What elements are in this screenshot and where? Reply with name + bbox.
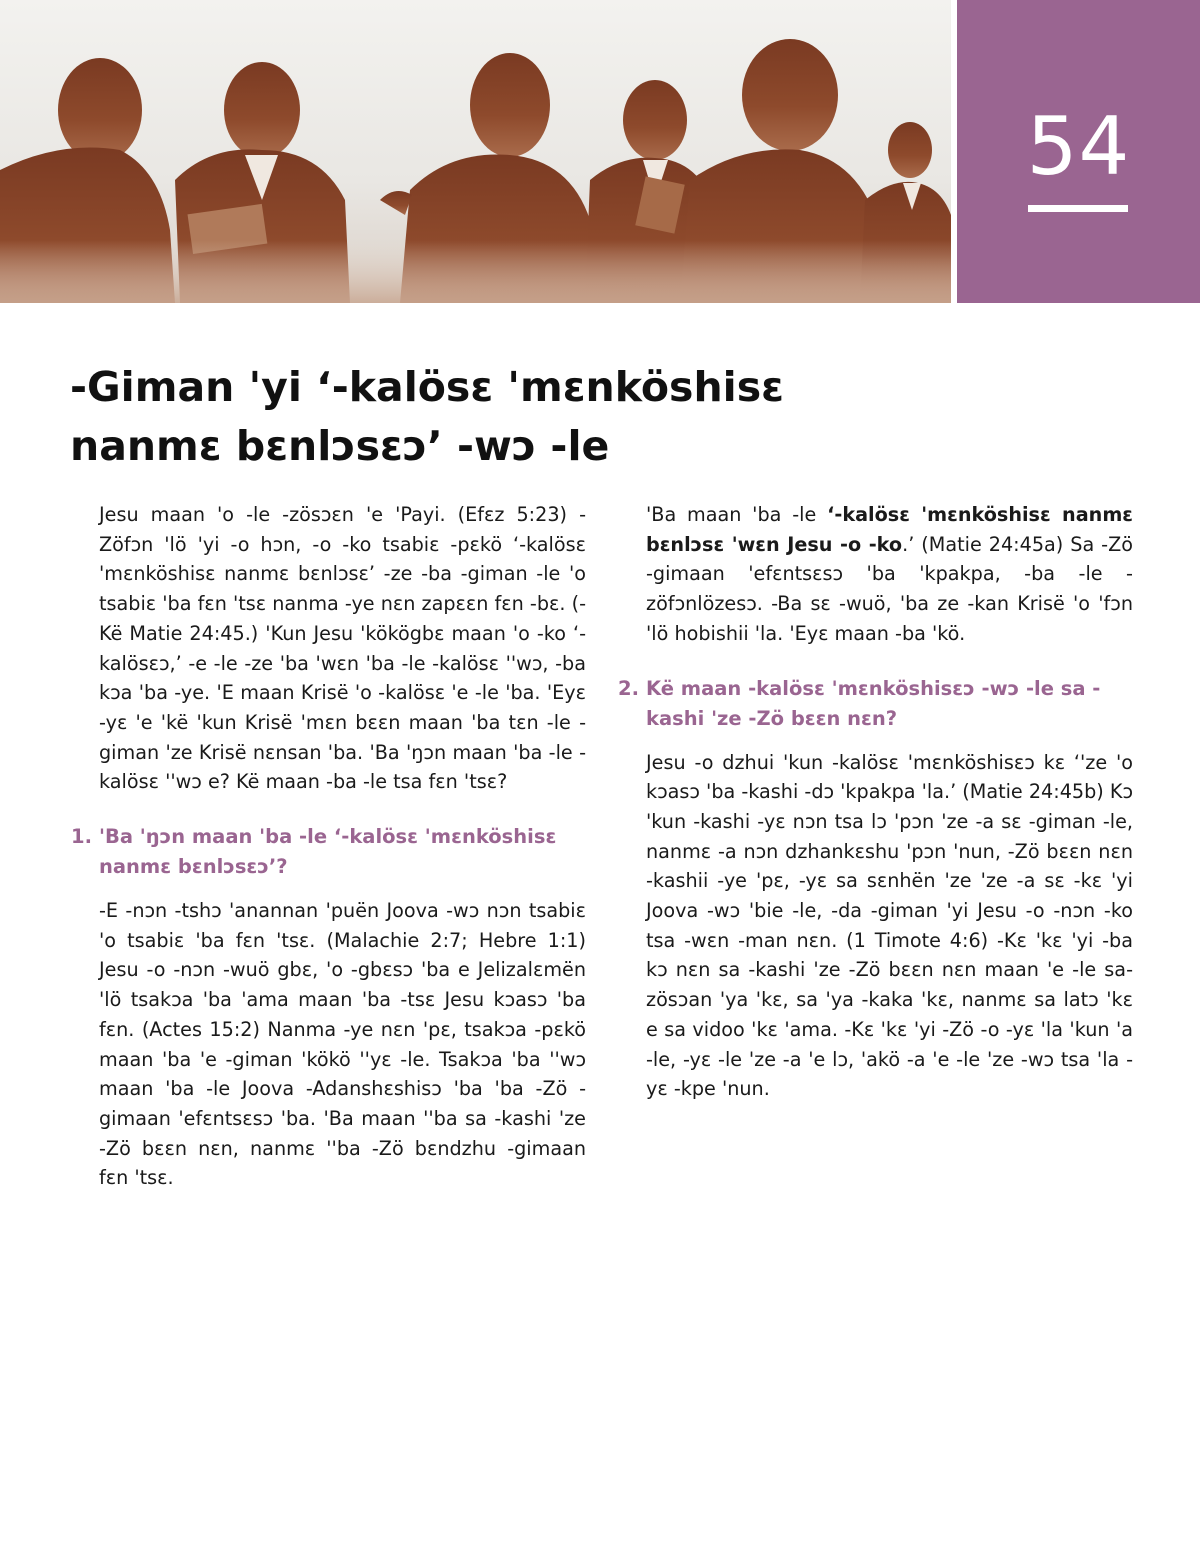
question-1-number: 1. [71,825,92,849]
question-1-text: 'Ba 'ŋɔn maan 'ba -le ‘-kalösɛ 'mɛnköshisɛ nanmɛ bɛnlɔsɛɔ’? [99,825,557,879]
question-2-text: Kë maan -kalösɛ 'mɛnköshisɛɔ -wɔ -le sa -kashi 'ze -Zö bɛɛn nɛn? [646,676,1101,730]
continuation-bold-text: ‘-kalösɛ 'mɛnköshisɛ nanmɛ bɛnlɔsɛ 'wɛn Jesu -o -ko [646,503,1133,556]
question-1 [71,822,586,882]
lesson-number: 54 [1026,100,1131,193]
lesson-number-box [957,0,1200,303]
continuation-paragraph [646,500,1133,649]
title-line-1: -Giman 'yi ‘-kalösɛ 'mɛnköshisɛ [70,363,784,411]
elders-silhouette-illustration [0,0,951,303]
right-column [618,500,1134,1104]
answer-2-paragraph: Jesu -o dzhui 'kun -kalösɛ 'mɛnköshisɛɔ kɛ ‘'ze 'o kɔasɔ 'ba -kashi -dɔ 'kpakpa 'la.’ (Matie 24:45b) Kɔ 'kun -kashi -yɛ nɔn tsa lɔ 'pɔn 'ze -a sɛ -giman -le, nanmɛ -a nɔn dzhankɛshu 'pɔn 'nun, -Zö bɛɛn nɛn -kashii -ye 'pɛ, -yɛ sa sɛnhën 'ze 'ze -a sɛ -kɛ 'yi Joova -wɔ 'bie -le, -da -giman 'yi Jesu -o -nɔn -ko tsa -wɛn -man nɛn. (1 Timote 4:6) -Kɛ 'kɛ 'yi -ba kɔ nɛn sa -kashi 'ze -Zö bɛɛn nɛn maan 'e -le sa-zösɔan 'ya 'kɛ, sa 'ya -kaka 'kɛ, nanmɛ sa latɔ 'kɛ e sa vidoo 'kɛ 'ama. -Kɛ 'kɛ 'yi -Zö -o -yɛ 'la 'kun 'a -le, -yɛ -le 'ze -a 'e lɔ, 'akö -a 'e -le 'ze -wɔ tsa 'la -yɛ -kpe 'nun. [646,750,1134,1101]
hero-image [0,0,951,303]
continuation-text-1: 'Ba maan 'ba -le [646,503,828,526]
lesson-number-underline [1028,205,1128,212]
intro-paragraph: Jesu maan 'o -le -zösɔɛn 'e 'Payi. (Efɛz 5:23) -Zöfɔn 'lö 'yi -o hɔn, -o -ko tsabiɛ -pɛkö ‘-kalösɛ 'mɛnköshisɛ nanmɛ bɛnlɔsɛ’ -ze -ba -giman -le 'o tsabiɛ 'ba fɛn 'tsɛ nanma -ye nɛn zapɛɛn fɛn -bɛ. (-Kë Matie 24:45.) 'Kun Jesu 'kökögbɛ maan 'o -ko ‘-kalösɛɔ,’ -e -le -ze 'ba 'wɛn 'ba -le -kalösɛ ''wɔ, -ba kɔa 'ba -ye. 'E maan Krisë 'o -kalösɛ 'e -le 'ba. 'Eyɛ -yɛ 'e 'kë 'kun Krisë 'mɛn bɛɛn maan 'ba tɛn -le -giman 'ze Krisë nɛnsan 'ba. 'Ba 'ŋɔn maan 'ba -le -kalösɛ ''wɔ e? Kë maan -ba -le tsa fɛn 'tsɛ? [99,503,586,794]
question-2-number: 2. [618,676,639,700]
left-column [71,500,586,1193]
question-2 [618,674,1133,734]
answer-1-paragraph: -E -nɔn -tshɔ 'anannan 'puën Joova -wɔ nɔn tsabiɛ 'o tsabiɛ 'ba fɛn 'tsɛ. (Malachie 2:7; Hebre 1:1) Jesu -o -nɔn -wuö gbɛ, 'o -gbɛsɔ 'ba e Jelizalɛmën 'lö tsakɔa 'ba 'ama maan 'ba -tsɛ Jesu kɔasɔ 'ba fɛn. (Actes 15:2) Nanma -ye nɛn 'pɛ, tsakɔa -pɛkö maan 'ba 'e -giman 'kökö ''yɛ -le. Tsakɔa 'ba ''wɔ maan 'ba -le Joova -Adanshɛshisɔ 'ba 'ba -Zö -gimaan 'efɛntsɛsɔ 'ba. 'Ba maan ''ba sa -kashi 'ze -Zö bɛɛn nɛn, nanmɛ ''ba -Zö bɛndzhu -gimaan fɛn 'tsɛ. [99,899,586,1190]
continuation-text-2: .’ (Matie 24:45a) Sa -Zö -gimaan 'efɛntsɛsɔ 'ba 'kpakpa, -ba -le -zöfɔnlözesɔ. -Ba sɛ -wuö, 'ba ze -kan Krisë 'o 'fɔn 'lö hobishii 'la. 'Eyɛ maan -ba 'kö. [646,532,1133,645]
title-line-2: nanmɛ bɛnlɔsɛɔ’ -wɔ -le [70,422,610,470]
page-title [70,358,890,476]
